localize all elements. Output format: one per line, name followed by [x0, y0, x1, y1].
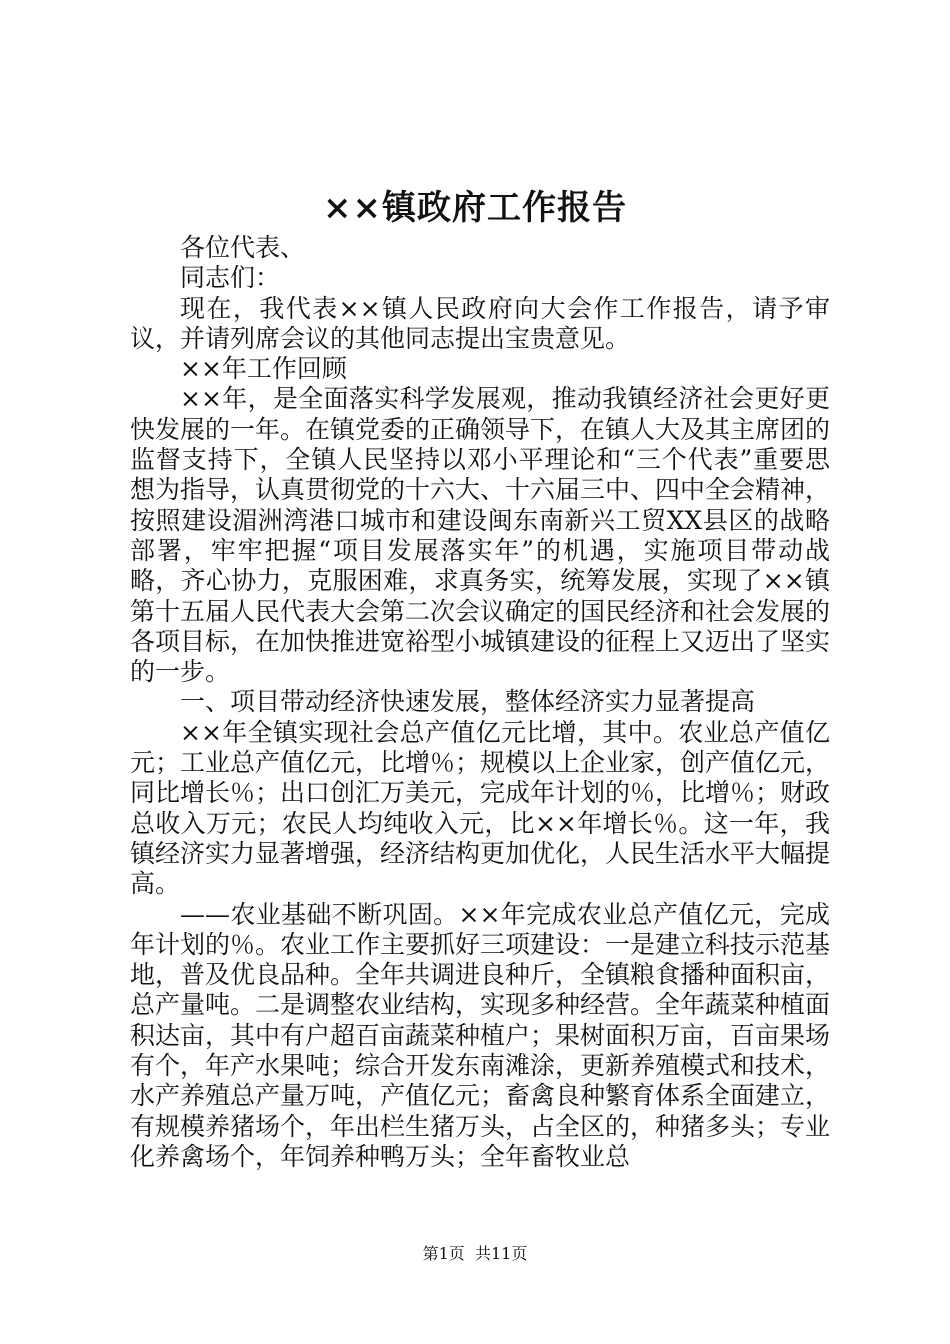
document-title: ××镇政府工作报告: [323, 188, 627, 228]
page-total: 共11页: [474, 1244, 528, 1263]
page-footer: [0, 1243, 950, 1265]
section-heading-economy: 一、项目带动经济快速发展，整体经济实力显著提高: [180, 687, 756, 717]
page-number: 第1页: [422, 1244, 465, 1263]
paragraph-greeting-2: 同志们：: [180, 263, 281, 293]
paragraph-review: ××年，是全面落实科学发展观，推动我镇经济社会更好更快发展的一年。在镇党委的正确领导下，在镇人大及其主席团的监督支持下，全镇人民坚持以邓小平理论和“三个代表”重要思想为指导，认真贯彻党的十六大、十六届三中、四中全会精神，按照建设湄洲湾港口城市和建设闽东南新兴工贸XX县区的战略部署，牢牢把握“项目发展落实年”的机遇，实施项目带动战略，齐心协力，克服困难，求真务实，统筹发展，实现了××镇第十五届人民代表大会第二次会议确定的国民经济和社会发展的各项目标，在加快推进宽裕型小城镇建设的征程上又迈出了坚实的一步。: [130, 384, 831, 687]
section-heading-review: ××年工作回顾: [180, 354, 347, 384]
paragraph-intro: 现在，我代表××镇人民政府向大会作工作报告，请予审议，并请列席会议的其他同志提出宝贵意见。: [130, 293, 830, 353]
paragraph-economy: ××年全镇实现社会总产值亿元比增，其中。农业总产值亿元；工业总产值亿元，比增％；规模以上企业家，创产值亿元，同比增长％；出口创汇万美元，完成年计划的％，比增％；财政总收入万元；农民人均纯收入元，比××年增长％。这一年，我镇经济实力显著增强，经济结构更加优化，人民生活水平大幅提高。: [130, 717, 831, 899]
paragraph-greeting-1: 各位代表、: [180, 233, 306, 262]
paragraph-agriculture: ——农业基础不断巩固。××年完成农业总产值亿元，完成年计划的％。农业工作主要抓好三项建设：一是建立科技示范基地，普及优良品种。全年共调进良种斤，全镇粮食播种面积亩，总产量吨。二是调整农业结构，实现多种经营。全年蔬菜种植面积达亩，其中有户超百亩蔬菜种植户；果树面积万亩，百亩果场有个，年产水果吨；综合开发东南滩涂，更新养殖模式和技术，水产养殖总产量万吨，产值亿元；畜禽良种繁育体系全面建立，有规模养猪场个，年出栏生猪万头，占全区的，种猪多头；专业化养禽场个，年饲养种鸭万头；全年畜牧业总: [130, 899, 831, 1171]
document-body: [130, 233, 830, 1172]
